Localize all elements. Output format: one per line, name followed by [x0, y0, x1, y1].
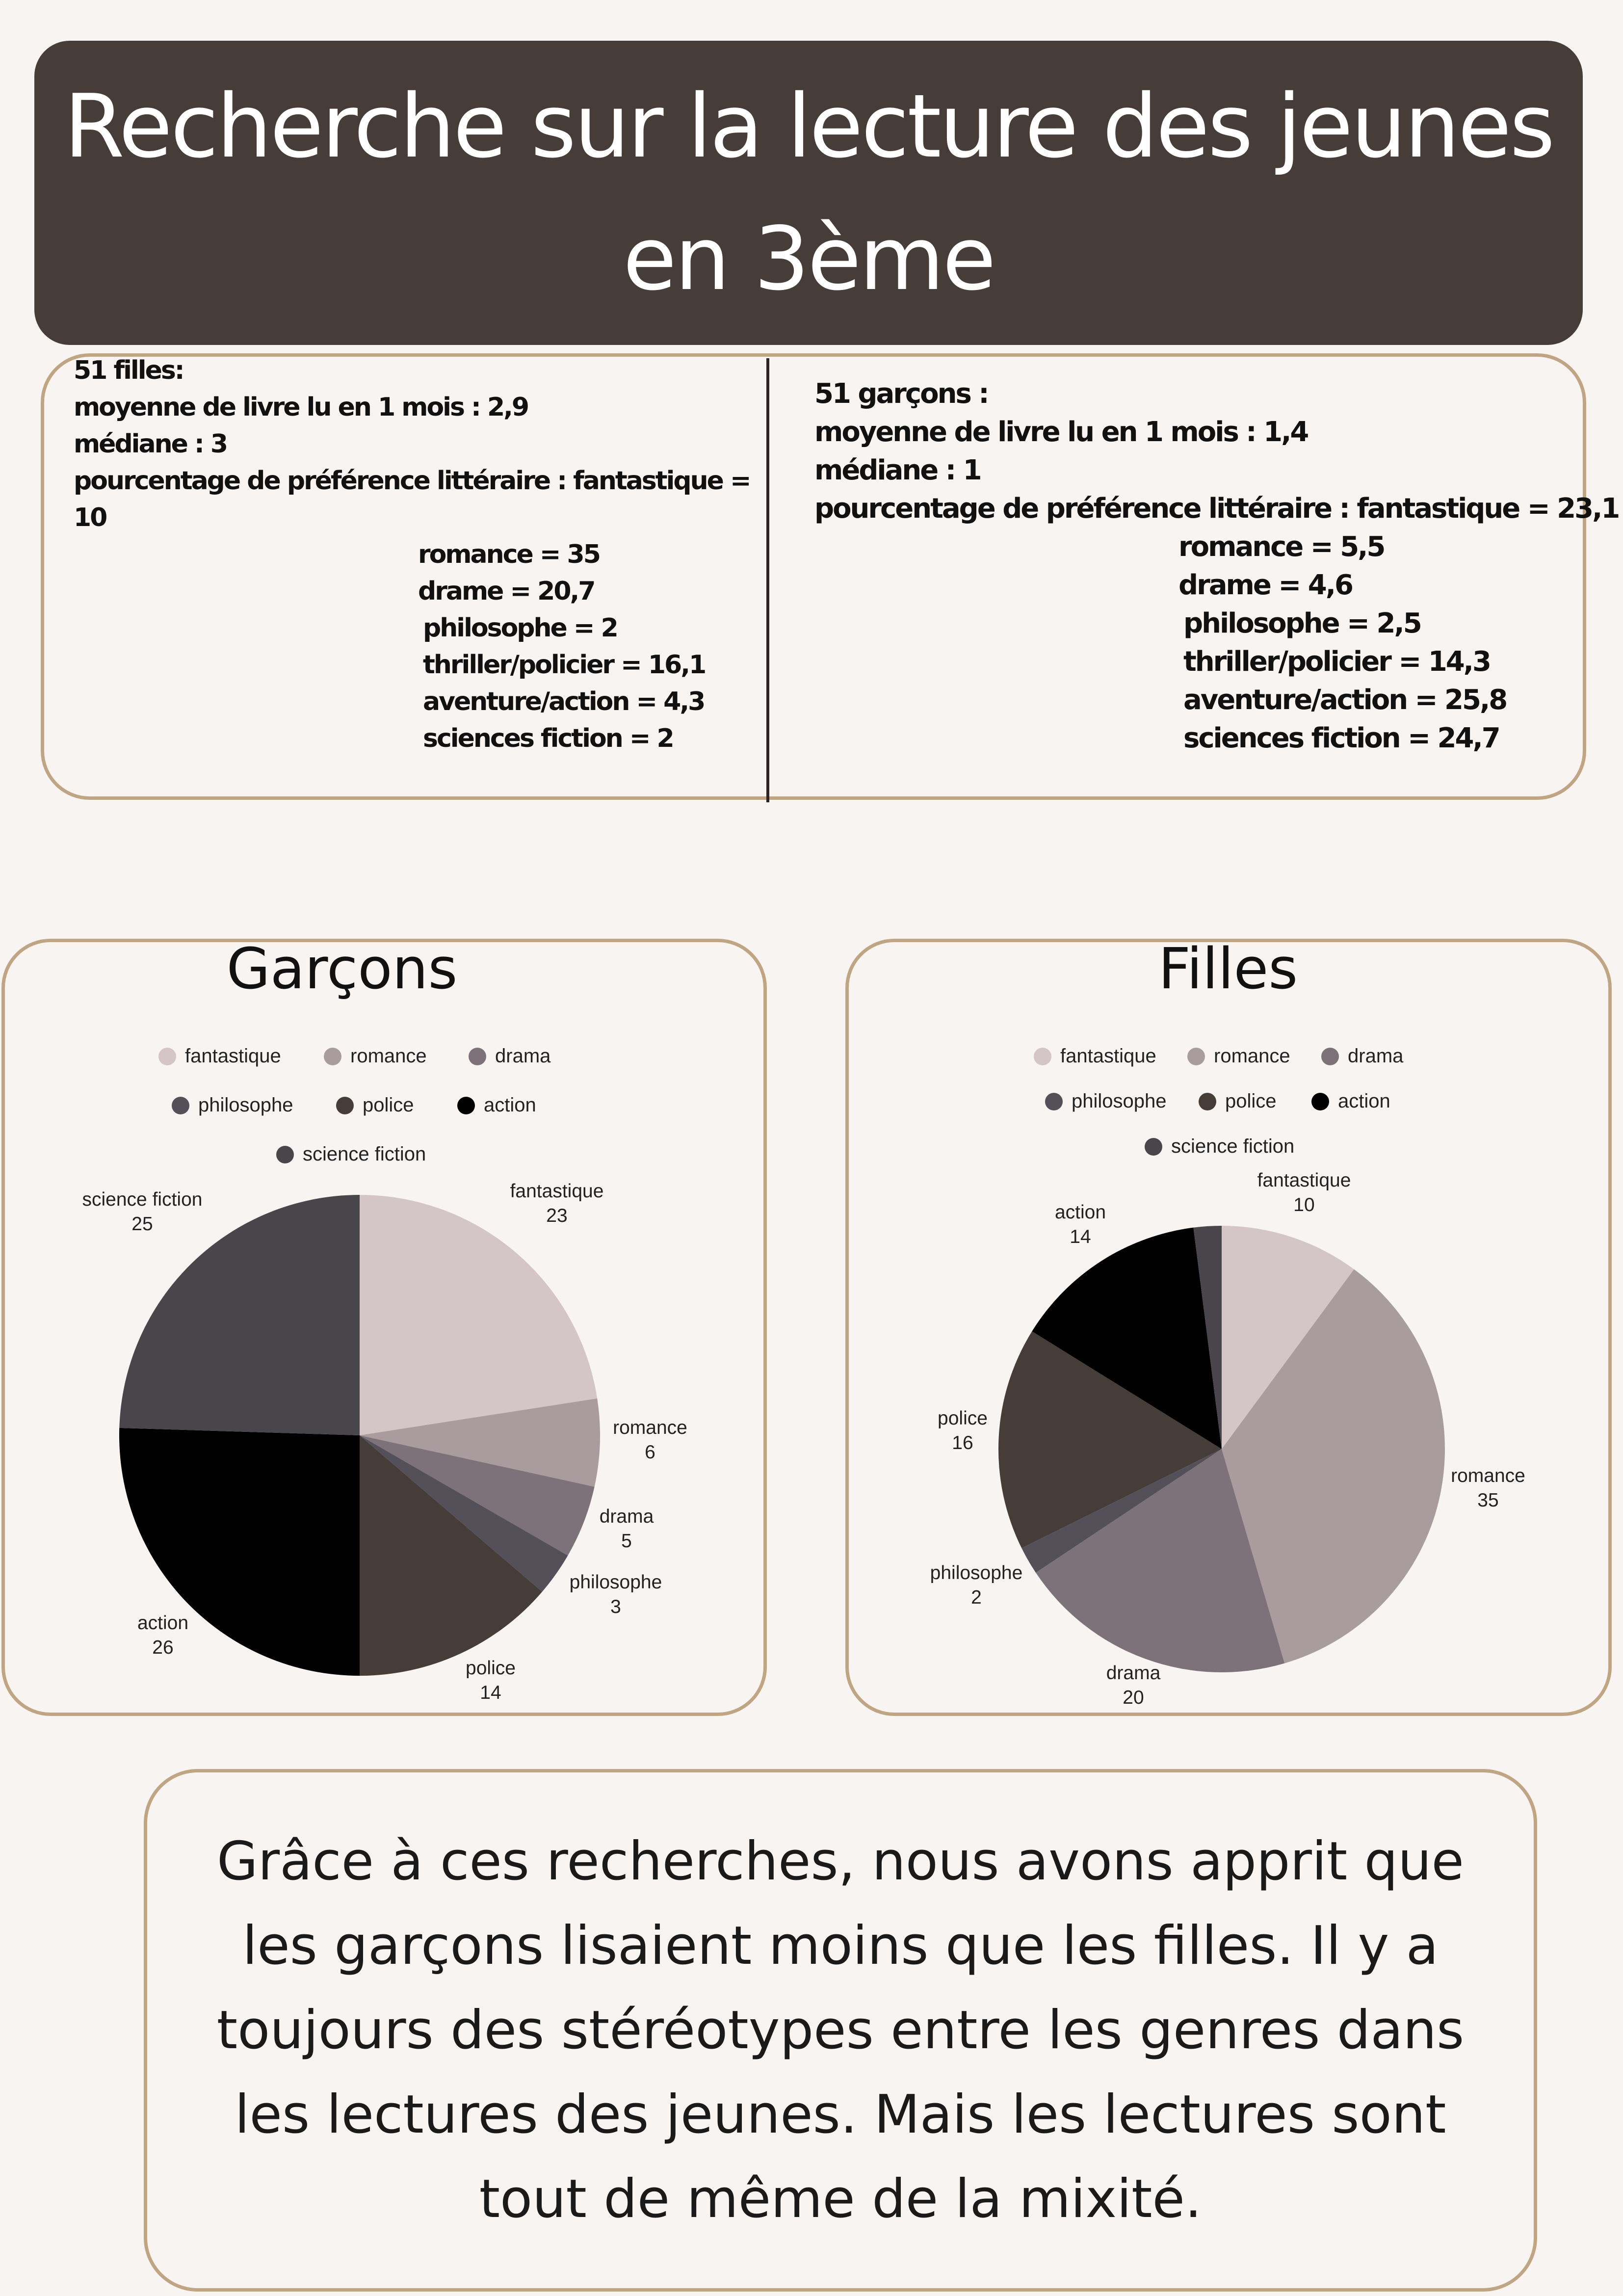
filles-stat-line: philosophe = 2	[423, 613, 617, 643]
filles-stat-line: drame = 20,7	[418, 577, 595, 606]
filles-data-label: drama 20	[1106, 1663, 1161, 1708]
legend-label: action	[484, 1094, 536, 1116]
legend-label: philosophe	[198, 1094, 293, 1116]
filles-stat-line: médiane : 3	[74, 429, 227, 459]
legend-label: philosophe	[1072, 1090, 1167, 1112]
legend-label: action	[1338, 1090, 1390, 1112]
garcons-data-label: police 14	[466, 1658, 516, 1703]
garcons-data-label: action 26	[137, 1612, 189, 1658]
garcons-stat-line: drame = 4,6	[1178, 569, 1352, 601]
garcons-stat-line: thriller/policier = 14,3	[1183, 646, 1490, 678]
legend-label: science fiction	[1171, 1135, 1295, 1157]
page-title: Recherche sur la lecture des jeunes en 3ème	[64, 76, 1553, 310]
filles-stat-line: 10	[74, 503, 106, 532]
conclusion-box	[144, 1769, 1537, 2292]
garcons-slice-science-fiction	[119, 1195, 360, 1435]
garcons-stat-line: pourcentage de préférence littéraire : fantastique = 23,1	[814, 493, 1619, 525]
garcons-stat-line: médiane : 1	[814, 454, 981, 486]
legend-label: science fiction	[303, 1143, 426, 1165]
filles-stat-line: aventure/action = 4,3	[423, 687, 705, 716]
legend-label: police	[1225, 1090, 1277, 1112]
legend-label: romance	[1214, 1045, 1290, 1067]
filles-data-label: romance 35	[1451, 1465, 1525, 1511]
filles-data-label: action 14	[1054, 1202, 1106, 1247]
garcons-slice-fantastique	[360, 1195, 597, 1435]
filles-stat-line: 51 filles:	[74, 356, 183, 385]
garcons-stat-line: aventure/action = 25,8	[1183, 684, 1507, 716]
filles-stat-line: pourcentage de préférence littéraire : fantastique =	[74, 466, 750, 496]
garcons-data-label: drama 5	[599, 1506, 654, 1552]
garcons-stat-line: moyenne de livre lu en 1 mois : 1,4	[814, 416, 1308, 448]
filles-stat-line: sciences fiction = 2	[423, 724, 673, 753]
legend-label: fantastique	[1060, 1045, 1156, 1067]
garcons-data-label: fantastique 23	[510, 1181, 604, 1226]
filles-data-label: police 16	[938, 1408, 988, 1453]
legend-label: drama	[495, 1045, 551, 1067]
garcons-chart-title: Garçons	[226, 936, 458, 1002]
garcons-data-label: philosophe 3	[569, 1572, 662, 1617]
legend-label: police	[363, 1094, 414, 1116]
garcons-stat-line: sciences fiction = 24,7	[1183, 722, 1499, 754]
garcons-data-label: science fiction 25	[82, 1189, 203, 1235]
filles-stat-line: moyenne de livre lu en 1 mois : 2,9	[74, 393, 528, 422]
garcons-stat-line: romance = 5,5	[1178, 531, 1385, 563]
filles-data-label: fantastique 10	[1257, 1170, 1351, 1215]
garcons-stat-line: 51 garçons :	[814, 378, 988, 410]
garcons-stat-line: philosophe = 2,5	[1183, 607, 1421, 639]
filles-chart-title: Filles	[1158, 936, 1298, 1002]
filles-stat-line: romance = 35	[418, 540, 600, 569]
garcons-data-label: romance 6	[613, 1417, 687, 1463]
conclusion-text: Grâce à ces recherches, nous avons apprit que les garçons lisaient moins que les filles. Il y a toujours des stéréotypes entre les genres dans les lectures des jeunes. Mais les lectures sont tout de même de la mixité.	[216, 1830, 1465, 2230]
legend-label: fantastique	[185, 1045, 281, 1067]
legend-label: romance	[350, 1045, 427, 1067]
filles-stat-line: thriller/policier = 16,1	[423, 650, 706, 680]
legend-label: drama	[1348, 1045, 1404, 1067]
filles-data-label: philosophe 2	[930, 1562, 1023, 1608]
